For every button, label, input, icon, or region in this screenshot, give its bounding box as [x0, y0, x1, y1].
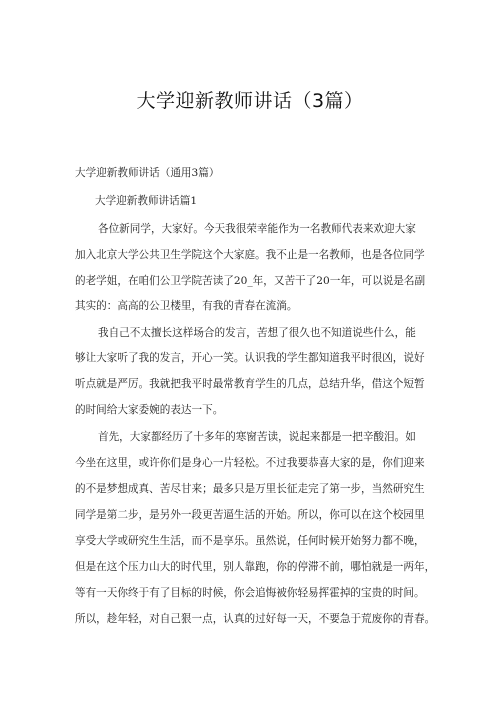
paragraph-line: 听点就是严厉。我就把我平时最常教育学生的几点，总结升华，借这个短暂: [75, 378, 425, 390]
paragraph-line: 够让大家听了我的发言，开心一笑。认识我的学生都知道我平时很凶，说好: [75, 352, 425, 364]
document-title: 大学迎新教师讲话（3篇）: [136, 90, 364, 112]
paragraph-line: 今坐在这里，或许你们是身心一片轻松。不过我要恭喜大家的是，你们迎来: [75, 457, 425, 469]
paragraph-line: 的时间给大家委婉的表达一下。: [75, 404, 224, 416]
paragraph-line: 等有一天你终于有了目标的时候，你会追悔被你轻易挥霍掉的宝贵的时间。: [75, 587, 425, 599]
document-subtitle: 大学迎新教师讲话（通用3篇）: [75, 167, 220, 179]
paragraph-line: 其实的：高高的公卫楼里，有我的青春在流淌。: [75, 300, 298, 312]
paragraph-line: 的老学姐，在咱们公卫学院苦读了20_年，又苦干了20一年，可以说是名副: [75, 275, 426, 287]
section-heading: 大学迎新教师讲话篇1: [95, 195, 198, 207]
paragraph-line: 各位新同学，大家好。今天我很荣幸能作为一名教师代表来欢迎大家: [98, 223, 416, 235]
paragraph-line: 享受大学或研究生生活，而不是享乐。虽然说，任何时候开始努力都不晚，: [75, 535, 425, 547]
paragraph-line: 所以，趁年轻，对自己狠一点，认真的过好每一天，不要急于荒废你的青春。: [75, 613, 436, 625]
paragraph-line: 我自己不太擅长这样场合的发言，苦想了很久也不知道说些什么，能: [98, 327, 416, 339]
paragraph-line: 的不是梦想成真、苦尽甘来；最多只是万里长征走完了第一步，当然研究生: [75, 483, 425, 495]
paragraph-line: 同学是第二步，是另外一段更苦逼生活的开始。所以，你可以在这个校园里: [75, 509, 425, 521]
paragraph-line: 加入北京大学公共卫生学院这个大家庭。我不止是一名教师，也是各位同学: [75, 249, 425, 261]
paragraph-line: 首先，大家都经历了十多年的寒窗苦读，说起来都是一把辛酸泪。如: [98, 431, 416, 443]
paragraph-line: 但是在这个压力山大的时代里，别人靠跑，你的停滞不前，哪怕就是一两年，: [75, 561, 436, 573]
